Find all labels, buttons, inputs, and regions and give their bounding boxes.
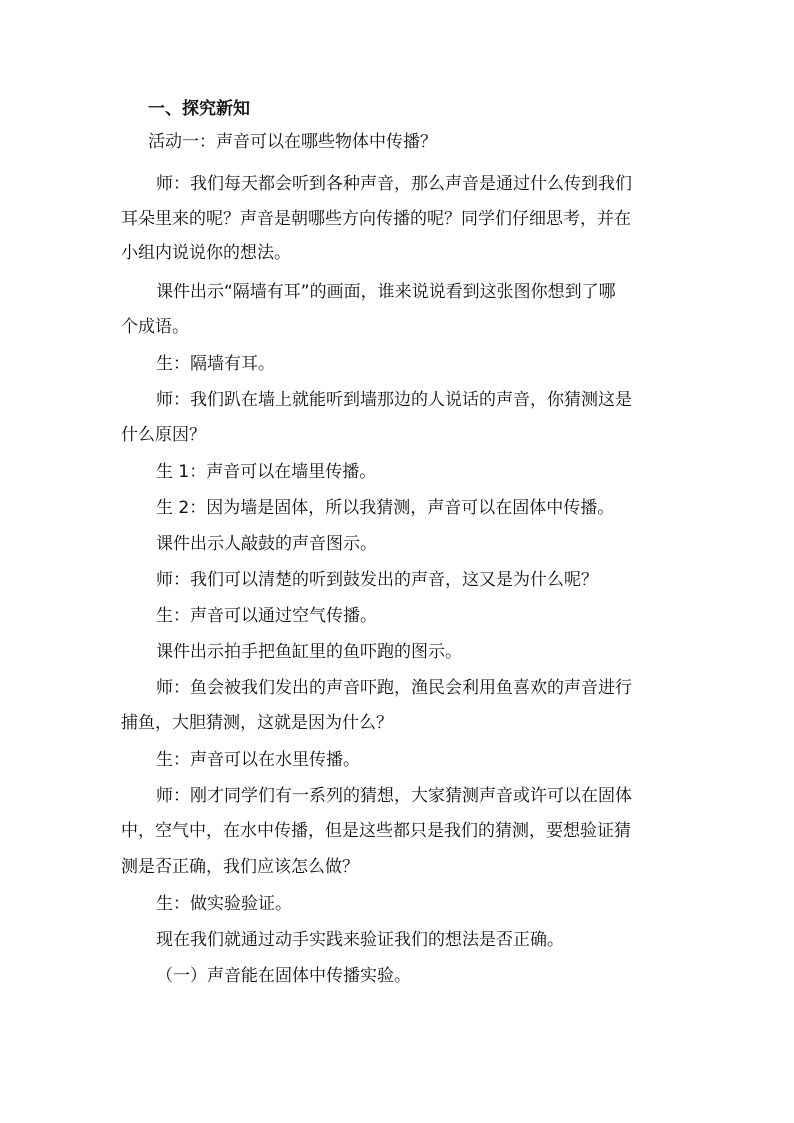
paragraph-line: 生 1：声音可以在墙里传播。: [156, 462, 377, 482]
section-heading: 一、探究新知: [148, 99, 250, 119]
paragraph-line: 生：隔墙有耳。: [156, 354, 275, 374]
paragraph-line: 中，空气中，在水中传播，但是这些都只是我们的猜测，要想验证猜: [121, 821, 631, 841]
paragraph-line: 生：做实验验证。: [156, 894, 292, 914]
paragraph-line: 现在我们就通过动手实践来验证我们的想法是否正确。: [156, 930, 564, 950]
paragraph-line: 课件出示“隔墙有耳”的画面，谁来说说看到这张图你想到了哪: [156, 282, 616, 302]
paragraph-line: 师：我们可以清楚的听到鼓发出的声音，这又是为什么呢？: [156, 570, 598, 590]
paragraph-line: 小组内说说你的想法。: [121, 243, 291, 263]
subsection-title: （一）声音能在固体中传播实验。: [156, 966, 411, 986]
paragraph-line: 课件出示人敲鼓的声音图示。: [156, 534, 377, 554]
paragraph-line: 什么原因？: [121, 425, 206, 445]
paragraph-line: 生 2：因为墙是固体，所以我猜测，声音可以在固体中传播。: [156, 498, 615, 518]
paragraph-line: 师：我们趴在墙上就能听到墙那边的人说话的声音，你猜测这是: [156, 390, 632, 410]
paragraph-line: 耳朵里来的呢？声音是朝哪些方向传播的呢？同学们仔细思考，并在: [121, 209, 631, 229]
paragraph-line: 师：我们每天都会听到各种声音，那么声音是通过什么传到我们: [156, 174, 632, 194]
paragraph-line: 师：刚才同学们有一系列的猜想，大家猜测声音或许可以在固体: [156, 786, 632, 806]
activity-title: 活动一：声音可以在哪些物体中传播？: [148, 132, 437, 152]
paragraph-line: 生：声音可以通过空气传播。: [156, 606, 377, 626]
paragraph-line: 师：鱼会被我们发出的声音吓跑，渔民会利用鱼喜欢的声音进行: [156, 678, 632, 698]
paragraph-line: 课件出示拍手把鱼缸里的鱼吓跑的图示。: [156, 642, 462, 662]
paragraph-line: 捕鱼，大胆猜测，这就是因为什么？: [121, 713, 393, 733]
paragraph-line: 个成语。: [121, 317, 189, 337]
paragraph-line: 生：声音可以在水里传播。: [156, 750, 360, 770]
paragraph-line: 测是否正确，我们应该怎么做？: [121, 857, 359, 877]
